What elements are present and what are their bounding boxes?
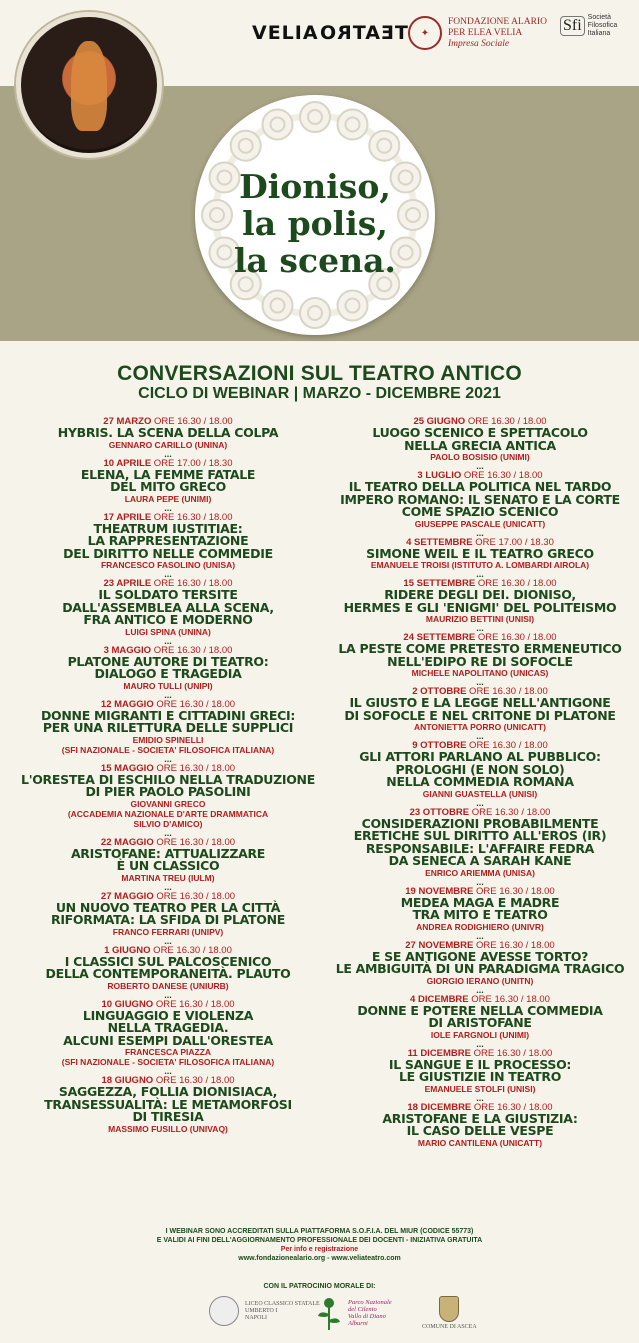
fondazione-alario-logo[interactable]: ✦ FONDAZIONE ALARIO PER ELEA VELIA Impresa Sociale [408, 16, 547, 50]
event-title: PROLOGHI (E NON SOLO) [395, 761, 565, 777]
event-title: IL CASO DELLE VESPE [406, 1123, 554, 1138]
event-title: DI SOFOCLE E NEL CRITONE DI PLATONE [344, 707, 616, 723]
event-separator: ... [164, 448, 172, 459]
event-title: I CLASSICI SUL PALCOSCENICO [64, 953, 272, 969]
event-speaker: EMANUELE STOLFI (UNISI) [424, 1083, 536, 1094]
event-item [330, 1102, 630, 1148]
event-date: 17 APRILE ORE 16.30 / 18.00 [103, 511, 233, 523]
event-title: NELL'EDIPO RE DI SOFOCLE [387, 653, 573, 669]
event-item [330, 740, 630, 807]
event-separator: ... [476, 1092, 484, 1103]
event-separator: ... [476, 461, 484, 471]
events-left-column [18, 416, 318, 1134]
event-item [18, 1075, 318, 1134]
event-title: IL SOLDATO TERSITE [98, 587, 238, 602]
event-item [330, 686, 630, 740]
event-date: 11 DICEMBRE ORE 16.30 / 18.00 [407, 1047, 553, 1059]
event-speaker: GIORGIO IERANO (UNITN) [426, 975, 534, 986]
header [0, 0, 639, 86]
event-title: DI ARISTOFANE [428, 1015, 532, 1030]
velia-teatro-logo[interactable]: VELIATEATRO [252, 22, 408, 44]
event-speaker: FRANCESCO FASOLINO (UNISA) [100, 560, 236, 570]
event-speaker: MICHELE NAPOLITANO (UNICAS) [411, 668, 549, 678]
event-title: ARISTOFANE: ATTUALIZZARE [70, 845, 266, 861]
event-item [18, 416, 318, 458]
subtitle: CONVERSAZIONI SUL TEATRO ANTICO [117, 362, 522, 385]
event-separator: ... [164, 827, 172, 838]
event-separator: ... [476, 623, 484, 633]
event-date: 27 MARZO ORE 16.30 / 18.00 [103, 416, 233, 427]
event-date: 4 DICEMBRE ORE 16.30 / 18.00 [410, 993, 550, 1005]
liceo-seal-icon [209, 1296, 239, 1326]
event-date: 18 DICEMBRE ORE 16.30 / 18.00 [407, 1101, 553, 1113]
event-title: NELLA TRAGEDIA. [107, 1020, 229, 1035]
event-date: 18 GIUGNO ORE 16.30 / 18.00 [101, 1075, 235, 1086]
sfi-logo[interactable]: Sfi Società Filosofica Italiana [560, 14, 617, 38]
event-item [330, 537, 630, 579]
event-speaker: MARTINA TREU (IULM) [121, 872, 215, 883]
event-title: COME SPAZIO SCENICO [401, 504, 559, 519]
event-title: GLI ATTORI PARLANO AL PUBBLICO: [359, 749, 601, 764]
event-title: MEDEA MAGA E MADRE [400, 894, 560, 910]
comune-shield-icon [439, 1296, 459, 1322]
event-item [18, 458, 318, 512]
event-title: DEL DIRITTO NELLE COMMEDIE [63, 545, 273, 561]
event-speaker: GENNARO CARILLO (UNINA) [108, 439, 228, 450]
event-speaker: FRANCESCA PIAZZA [124, 1047, 212, 1057]
event-speaker: SILVIO D'AMICO) [133, 818, 203, 829]
event-title: DONNE E POTERE NELLA COMMEDIA [357, 1002, 603, 1018]
event-speaker: MAURO TULLI (UNIPI) [123, 680, 213, 691]
event-title: DI PIER PAOLO PASOLINI [85, 784, 251, 799]
event-item [18, 763, 318, 837]
event-date: 27 MAGGIO ORE 16.30 / 18.00 [100, 890, 236, 902]
event-date: 15 SETTEMBRE ORE 16.30 / 18.00 [403, 578, 557, 589]
event-title: ALCUNI ESEMPI DALL'ORESTEA [63, 1032, 273, 1048]
event-separator: ... [476, 930, 484, 941]
page-title: Dioniso, la polis, la scena. [234, 167, 396, 280]
liceo-logo: LICEO CLASSICO STATALE UMBERTO I NAPOLI [209, 1296, 320, 1326]
event-date: 23 APRILE ORE 16.30 / 18.00 [103, 578, 233, 589]
event-title: THEATRUM IUSTITIAE: [93, 520, 243, 536]
footer-info: I WEBINAR SONO ACCREDITATI SULLA PIATTAFORMA S.O.F.I.A. DEL MIUR (CODICE 55773) E VALIDI AI FINI DELL'AGGIORNAMENTO PROFESSIONALE DEI DOCENTI - INIZIATIVA GRATUITA Per info e registrazione www.fondazionealario.org - www.veliateatro.com [0, 1227, 639, 1263]
event-speaker: FRANCO FERRARI (UNIPV) [112, 926, 224, 937]
parco-cilento-logo: Parco Nazionale del Cilento Vallo di Diano Alburni [316, 1296, 392, 1330]
event-separator: ... [164, 502, 172, 513]
event-separator: ... [476, 1038, 484, 1049]
event-title: RESPONSABILE: L'AFFAIRE FEDRA [365, 840, 595, 856]
event-title: IMPERO ROMANO: IL SENATO E LA CORTE [340, 491, 620, 507]
event-item [330, 940, 630, 994]
event-date: 10 GIUGNO ORE 16.30 / 18.00 [101, 998, 235, 1010]
event-title: LE GIUSTIZIE IN TEATRO [398, 1069, 562, 1084]
event-separator: ... [164, 569, 172, 579]
event-speaker: GIOVANNI GRECO [130, 798, 206, 809]
event-title: È UN CLASSICO [116, 858, 220, 873]
event-title: E SE ANTIGONE AVESSE TORTO? [371, 948, 589, 964]
event-title: LINGUAGGIO E VIOLENZA [82, 1007, 254, 1023]
event-date: 25 GIUGNO ORE 16.30 / 18.00 [413, 416, 547, 427]
event-speaker: (SFI NAZIONALE - SOCIETA' FILOSOFICA ITALIANA) [61, 744, 275, 755]
event-date: 27 NOVEMBRE ORE 16.30 / 18.00 [405, 939, 555, 951]
event-title: DONNE MIGRANTI E CITTADINI GRECI: [40, 707, 296, 723]
event-speaker: ANTONIETTA PORRO (UNICATT) [414, 722, 546, 732]
event-title: PLATONE AUTORE DI TEATRO: [67, 653, 269, 669]
event-title: DIALOGO E TRAGEDIA [94, 666, 242, 681]
event-speaker: GIANNI GUASTELLA (UNISI) [422, 788, 538, 799]
event-date: 22 MAGGIO ORE 16.30 / 18.00 [100, 836, 236, 848]
event-title: PER UNA RILETTURA DELLE SUPPLICI [42, 720, 294, 735]
event-title: IL SANGUE E IL PROCESSO: [388, 1056, 572, 1072]
comune-ascea-logo: COMUNE DI ASCEA [422, 1296, 477, 1331]
event-item [18, 891, 318, 945]
event-speaker: (ACCADEMIA NAZIONALE D'ARTE DRAMMATICA [67, 808, 269, 819]
event-separator: ... [476, 797, 484, 808]
event-speaker: (SFI NAZIONALE - SOCIETA' FILOSOFICA ITALIANA) [61, 1057, 275, 1067]
event-title: LE AMBIGUITÀ DI UN PARADIGMA TRAGICO [335, 961, 625, 976]
event-title: SIMONE WEIL E IL TEATRO GRECO [366, 545, 594, 561]
event-title: DA SENECA A SARAH KANE [388, 853, 572, 868]
event-separator: ... [476, 569, 484, 579]
event-date: 24 SETTEMBRE ORE 16.30 / 18.00 [403, 632, 557, 643]
event-item [330, 632, 630, 686]
event-separator: ... [476, 731, 484, 741]
event-title: DEL MITO GRECO [110, 479, 226, 494]
subtitle-dates: CICLO DI WEBINAR | MARZO - DICEMBRE 2021 [138, 385, 501, 402]
event-speaker: LAURA PEPE (UNIMI) [124, 493, 212, 504]
patrocinio-label: CON IL PATROCINIO MORALE DI: [263, 1283, 376, 1290]
event-separator: ... [164, 1066, 172, 1076]
fondazione-seal-icon: ✦ [408, 16, 442, 50]
event-title: LUOGO SCENICO E SPETTACOLO [372, 425, 588, 440]
event-item [18, 999, 318, 1076]
event-date: 3 LUGLIO ORE 16.30 / 18.00 [417, 470, 543, 481]
event-separator: ... [164, 635, 172, 646]
event-item [330, 578, 630, 632]
event-date: 23 OTTOBRE ORE 16.30 / 18.00 [409, 806, 551, 818]
event-item [330, 994, 630, 1048]
event-separator: ... [476, 876, 484, 887]
event-separator: ... [164, 689, 172, 700]
event-speaker: ANDREA RODIGHIERO (UNIVR) [416, 921, 544, 932]
event-item [18, 699, 318, 763]
event-speaker: IOLE FARGNOLI (UNIMI) [430, 1029, 530, 1040]
event-title: RIDERE DEGLI DEI. DIONISO, [384, 587, 576, 602]
event-date: 10 APRILE ORE 17.00 / 18.30 [103, 457, 233, 469]
event-title: IL TEATRO DELLA POLITICA NEL TARDO [348, 479, 612, 494]
event-title: ARISTOFANE E LA GIUSTIZIA: [382, 1110, 578, 1126]
event-speaker: PAOLO BOSISIO (UNIMI) [430, 452, 530, 462]
event-title: HERMES E GLI 'ENIGMI' DEL POLITEISMO [343, 599, 617, 615]
events-right-column [330, 416, 630, 1148]
event-title: DELLA CONTEMPORANEITÀ. PLAUTO [45, 966, 291, 981]
event-title: NELLA GRECIA ANTICA [404, 437, 556, 453]
event-title: UN NUOVO TEATRO PER LA CITTÀ [55, 899, 281, 915]
event-item [18, 945, 318, 999]
event-item [18, 578, 318, 645]
event-speaker: ROBERTO DANESE (UNIURB) [107, 980, 229, 991]
event-separator: ... [476, 677, 484, 687]
event-speaker: EMIDIO SPINELLI [132, 734, 204, 745]
event-separator: ... [164, 881, 172, 892]
event-date: 2 OTTOBRE ORE 16.30 / 18.00 [412, 686, 548, 697]
event-date: 1 GIUGNO ORE 16.30 / 18.00 [104, 944, 232, 956]
event-title: ELENA, LA FEMME FATALE [80, 466, 256, 482]
event-date: 19 NOVEMBRE ORE 16.30 / 18.00 [405, 885, 555, 897]
event-title: FRA ANTICO E MODERNO [83, 612, 253, 627]
event-speaker: EMANUELE TROISI (ISTITUTO A. LOMBARDI AIROLA) [370, 560, 590, 570]
event-speaker: MAURIZIO BETTINI (UNISI) [425, 614, 535, 624]
event-title: NELLA COMMEDIA ROMANA [386, 774, 574, 789]
event-item [330, 1048, 630, 1102]
event-item [330, 886, 630, 940]
parco-plant-icon [316, 1296, 342, 1330]
event-separator: ... [164, 753, 172, 764]
event-title: RIFORMATA: LA SFIDA DI PLATONE [51, 912, 285, 927]
event-item [330, 416, 630, 470]
event-separator: ... [164, 935, 172, 946]
event-title: TRA MITO E TEATRO [412, 907, 548, 922]
event-speaker: MASSIMO FUSILLO (UNIVAQ) [108, 1123, 228, 1134]
event-separator: ... [476, 984, 484, 995]
event-title: TRANSESSUALITÀ: LE METAMORFOSI [44, 1096, 292, 1112]
event-title: L'ORESTEA DI ESCHILO NELLA TRADUZIONE [21, 771, 315, 787]
event-title: LA PESTE COME PRETESTO ERMENEUTICO [338, 641, 622, 656]
event-separator: ... [164, 989, 172, 1000]
event-date: 4 SETTEMBRE ORE 17.00 / 18.30 [406, 536, 554, 548]
event-item [330, 807, 630, 886]
event-date: 9 OTTOBRE ORE 16.30 / 18.00 [412, 740, 548, 751]
event-title: DI TIRESIA [132, 1109, 204, 1124]
event-item [18, 837, 318, 891]
event-title: HYBRIS. LA SCENA DELLA COLPA [57, 425, 279, 440]
event-title: DALL'ASSEMBLEA ALLA SCENA, [62, 599, 274, 615]
event-item [330, 470, 630, 537]
event-date: 12 MAGGIO ORE 16.30 / 18.00 [100, 698, 236, 710]
event-separator: ... [476, 527, 484, 538]
event-date: 15 MAGGIO ORE 16.30 / 18.00 [100, 762, 236, 774]
event-speaker: ENRICO ARIEMMA (UNISA) [425, 867, 535, 878]
event-title: LA RAPPRESENTAZIONE [87, 533, 249, 548]
event-item [18, 645, 318, 699]
event-speaker: LUIGI SPINA (UNINA) [125, 626, 211, 637]
event-speaker: MARIO CANTILENA (UNICATT) [417, 1137, 543, 1148]
event-speaker: GIUSEPPE PASCALE (UNICATT) [414, 518, 546, 529]
dionysus-vase-image [16, 12, 162, 158]
event-item [18, 512, 318, 579]
event-title: ERETICHE SUL DIRITTO ALL'EROS (IR) [353, 828, 607, 843]
website-links[interactable]: www.fondazionealario.org - www.veliateatro.com [238, 1255, 401, 1262]
event-title: SAGGEZZA, FOLLIA DIONISIACA, [58, 1084, 278, 1099]
event-date: 3 MAGGIO ORE 16.30 / 18.00 [103, 644, 233, 656]
event-title: IL GIUSTO E LA LEGGE NELL'ANTIGONE [349, 695, 611, 710]
event-title: CONSIDERAZIONI PROBABILMENTE [361, 815, 599, 831]
